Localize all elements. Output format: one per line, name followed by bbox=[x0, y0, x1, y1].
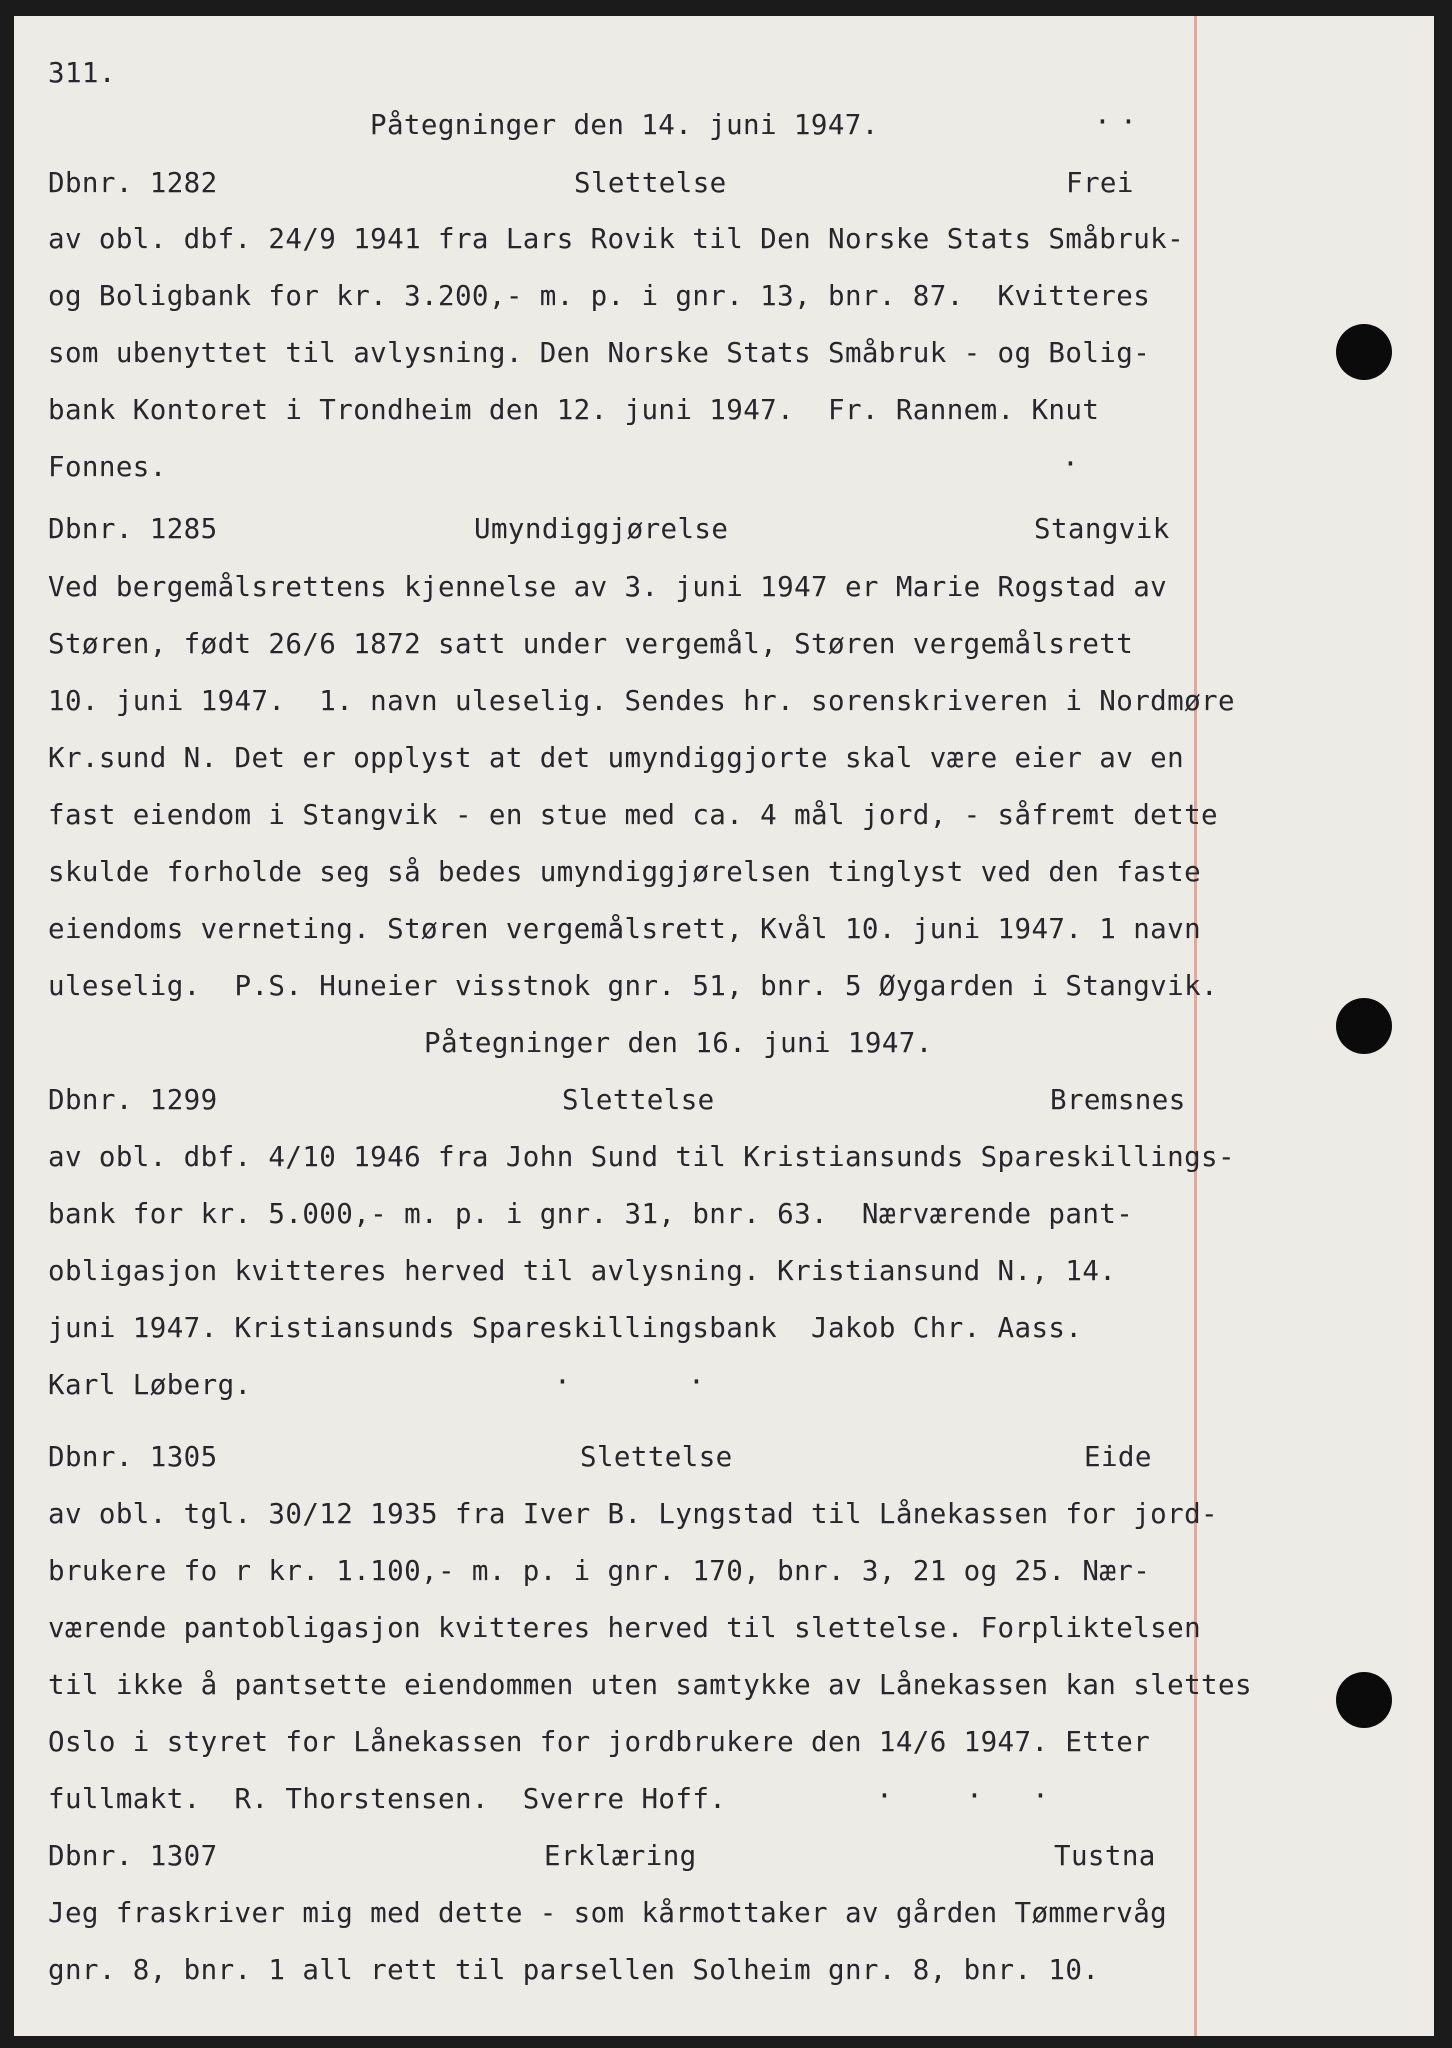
entry-text-line: juni 1947. Kristiansunds Spareskillingsbank Jakob Chr. Aass. bbox=[48, 1312, 1083, 1344]
entry-text-line: brukere fo r kr. 1.100,- m. p. i gnr. 170, bnr. 3, 21 og 25. Nær- bbox=[48, 1555, 1151, 1587]
punch-hole-bottom bbox=[1336, 1672, 1392, 1728]
entry-text-line: Kr.sund N. Det er opplyst at det umyndiggjorte skal være eier av en bbox=[48, 742, 1185, 774]
entry-type: Slettelse bbox=[574, 167, 727, 199]
entry-text-line: gnr. 8, bnr. 1 all rett til parsellen Solheim gnr. 8, bnr. 10. bbox=[48, 1954, 1100, 1986]
entry-type: Slettelse bbox=[562, 1084, 715, 1116]
entry-text-line: obligasjon kvitteres herved til avlysning. Kristiansund N., 14. bbox=[48, 1255, 1117, 1287]
stray-mark: · bbox=[1120, 105, 1137, 138]
entry-text-line: Jeg fraskriver mig med dette - som kårmottaker av gården Tømmervåg bbox=[48, 1897, 1168, 1929]
entry-text-line: og Boligbank for kr. 3.200,- m. p. i gnr. 13, bnr. 87. Kvitteres bbox=[48, 280, 1151, 312]
date-heading: Påtegninger den 16. juni 1947. bbox=[424, 1027, 933, 1059]
entry-place: Frei bbox=[1066, 167, 1134, 199]
entry-type: Slettelse bbox=[580, 1441, 733, 1473]
stray-mark: · bbox=[966, 1779, 983, 1812]
entry-text-line: fast eiendom i Stangvik - en stue med ca. 4 mål jord, - såfremt dette bbox=[48, 799, 1218, 831]
entry-text-line: fullmakt. R. Thorstensen. Sverre Hoff. bbox=[48, 1783, 727, 1815]
entry-place: Bremsnes bbox=[1050, 1084, 1186, 1116]
punch-hole-top bbox=[1336, 324, 1392, 380]
entry-text-line: skulde forholde seg så bedes umyndiggjørelsen tinglyst ved den faste bbox=[48, 856, 1202, 888]
entry-text-line: Oslo i styret for Lånekassen for jordbrukere den 14/6 1947. Etter bbox=[48, 1726, 1151, 1758]
entry-text-line: Fonnes. bbox=[48, 451, 167, 483]
entry-text-line: bank for kr. 5.000,- m. p. i gnr. 31, bnr. 63. Nærværende pant- bbox=[48, 1198, 1134, 1230]
stray-mark: · bbox=[554, 1365, 571, 1398]
stray-mark: · bbox=[1062, 447, 1079, 480]
entry-text-line: 10. juni 1947. 1. navn uleselig. Sendes hr. sorenskriveren i Nordmøre bbox=[48, 685, 1235, 717]
entry-text-line: til ikke å pantsette eiendommen uten samtykke av Lånekassen kan slettes bbox=[48, 1669, 1252, 1701]
entry-text-line: værende pantobligasjon kvitteres herved til slettelse. Forpliktelsen bbox=[48, 1612, 1202, 1644]
entry-text-line: uleselig. P.S. Huneier visstnok gnr. 51, bnr. 5 Øygarden i Stangvik. bbox=[48, 970, 1218, 1002]
entry-number: Dbnr. 1282 bbox=[48, 167, 218, 199]
entry-text-line: Ved bergemålsrettens kjennelse av 3. juni 1947 er Marie Rogstad av bbox=[48, 571, 1168, 603]
entry-number: Dbnr. 1285 bbox=[48, 513, 218, 545]
entry-number: Dbnr. 1307 bbox=[48, 1840, 218, 1872]
margin-rule bbox=[1194, 16, 1197, 2036]
page-number: 311. bbox=[48, 57, 116, 89]
stray-mark: · bbox=[1032, 1779, 1049, 1812]
entry-text-line: eiendoms verneting. Støren vergemålsrett, Kvål 10. juni 1947. 1 navn bbox=[48, 913, 1202, 945]
stray-mark: · bbox=[876, 1779, 893, 1812]
entry-text-line: som ubenyttet til avlysning. Den Norske Stats Småbruk - og Bolig- bbox=[48, 337, 1151, 369]
entry-text-line: av obl. dbf. 4/10 1946 fra John Sund til Kristiansunds Spareskillings- bbox=[48, 1141, 1235, 1173]
ledger-page bbox=[14, 16, 1434, 2036]
entry-text-line: av obl. tgl. 30/12 1935 fra Iver B. Lyngstad til Lånekassen for jord- bbox=[48, 1498, 1218, 1530]
entry-number: Dbnr. 1305 bbox=[48, 1441, 218, 1473]
entry-text-line: av obl. dbf. 24/9 1941 fra Lars Rovik til Den Norske Stats Småbruk- bbox=[48, 223, 1185, 255]
entry-place: Tustna bbox=[1054, 1840, 1156, 1872]
punch-hole-middle bbox=[1336, 998, 1392, 1054]
entry-type: Umyndiggjørelse bbox=[474, 513, 729, 545]
entry-text-line: bank Kontoret i Trondheim den 12. juni 1947. Fr. Rannem. Knut bbox=[48, 394, 1100, 426]
entry-type: Erklæring bbox=[544, 1840, 697, 1872]
entry-text-line: Støren, født 26/6 1872 satt under vergemål, Støren vergemålsrett bbox=[48, 628, 1134, 660]
entry-text-line: Karl Løberg. bbox=[48, 1369, 252, 1401]
stray-mark: · bbox=[1094, 105, 1111, 138]
entry-number: Dbnr. 1299 bbox=[48, 1084, 218, 1116]
date-heading: Påtegninger den 14. juni 1947. bbox=[370, 109, 879, 141]
entry-place: Stangvik bbox=[1034, 513, 1170, 545]
stray-mark: · bbox=[688, 1365, 705, 1398]
entry-place: Eide bbox=[1084, 1441, 1152, 1473]
